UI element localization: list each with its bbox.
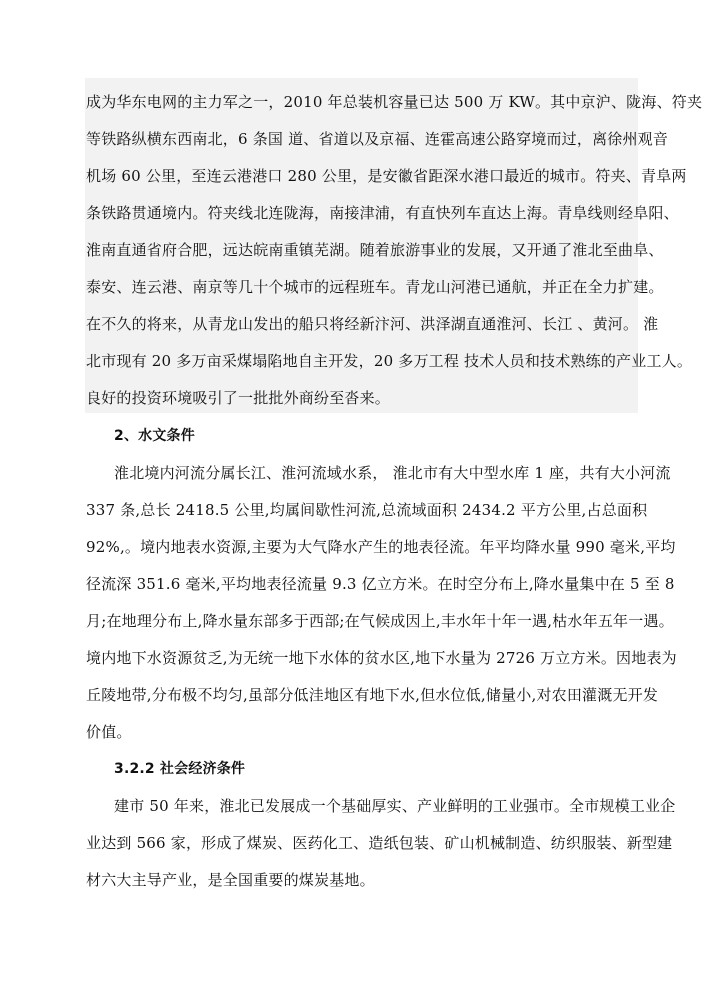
paragraph-line: 材六大主导产业，是全国重要的煤炭基地。 <box>86 871 375 889</box>
paragraph-line: 建市 50 年来，淮北已发展成一个基础厚实、产业鲜明的工业强市。全市规模工业企 <box>114 797 676 815</box>
paragraph-line: 月;在地理分布上,降水量东部多于西部;在气候成因上,丰水年十年一遇,枯水年五年一遇。 <box>86 612 674 630</box>
paragraph-line: 北市现有 20 多万亩采煤塌陷地自主开发，20 多万工程 技术人员和技术熟练的产业工人。 <box>86 352 693 370</box>
paragraph-line: 337 条,总长 2418.5 公里,均属间歇性河流,总流域面积 2434.2 平方公里,占总面积 <box>86 501 648 519</box>
paragraph-line: 境内地下水资源贫乏,为无统一地下水体的贫水区,地下水量为 2726 万立方米。因地表为 <box>86 649 677 667</box>
section-heading: 2、水文条件 <box>114 428 195 444</box>
paragraph-line: 机场 60 公里，至连云港港口 280 公里，是安徽省距深水港口最近的城市。符夹、青阜两 <box>86 167 687 185</box>
paragraph-line: 92%,。境内地表水资源,主要为大气降水产生的地表径流。年平均降水量 990 毫米,平均 <box>86 538 676 556</box>
paragraph-line: 淮南直通省府合肥，远达皖南重镇芜湖。随着旅游事业的发展，又开通了淮北至曲阜、 <box>86 241 664 259</box>
paragraph-line: 价值。 <box>86 723 132 741</box>
section-heading: 3.2.2 社会经济条件 <box>114 761 246 777</box>
paragraph-line: 条铁路贯通境内。符夹线北连陇海，南接津浦，有直快列车直达上海。青阜线则经阜阳、 <box>86 204 679 222</box>
paragraph-line: 业达到 566 家，形成了煤炭、医药化工、造纸包装、矿山机械制造、纺织服装、新型建 <box>86 834 673 852</box>
paragraph-line: 成为华东电网的主力军之一，2010 年总装机容量已达 500 万 KW。其中京沪、陇海、符夹 <box>86 93 703 111</box>
paragraph-line: 等铁路纵横东西南北，6 条国 道、省道以及京福、连霍高速公路穿境而过，离徐州观音 <box>86 130 669 148</box>
paragraph-line: 在不久的将来，从青龙山发出的船只将经新汴河、洪泽湖直通淮河、长江 、黄河。 淮 <box>86 315 659 333</box>
paragraph-line: 径流深 351.6 毫米,平均地表径流量 9.3 亿立方米。在时空分布上,降水量集中在 5 至 8 <box>86 575 675 593</box>
paragraph-line: 泰安、连云港、南京等几十个城市的远程班车。青龙山河港已通航，并正在全力扩建。 <box>86 278 664 296</box>
paragraph-line: 淮北境内河流分属长江、淮河流域水系， 淮北市有大中型水库 1 座，共有大小河流 <box>114 464 671 482</box>
paragraph-line: 丘陵地带,分布极不均匀,虽部分低洼地区有地下水,但水位低,储量小,对农田灌溉无开发 <box>86 686 659 704</box>
paragraph-line: 良好的投资环境吸引了一批批外商纷至沓来。 <box>86 389 391 407</box>
